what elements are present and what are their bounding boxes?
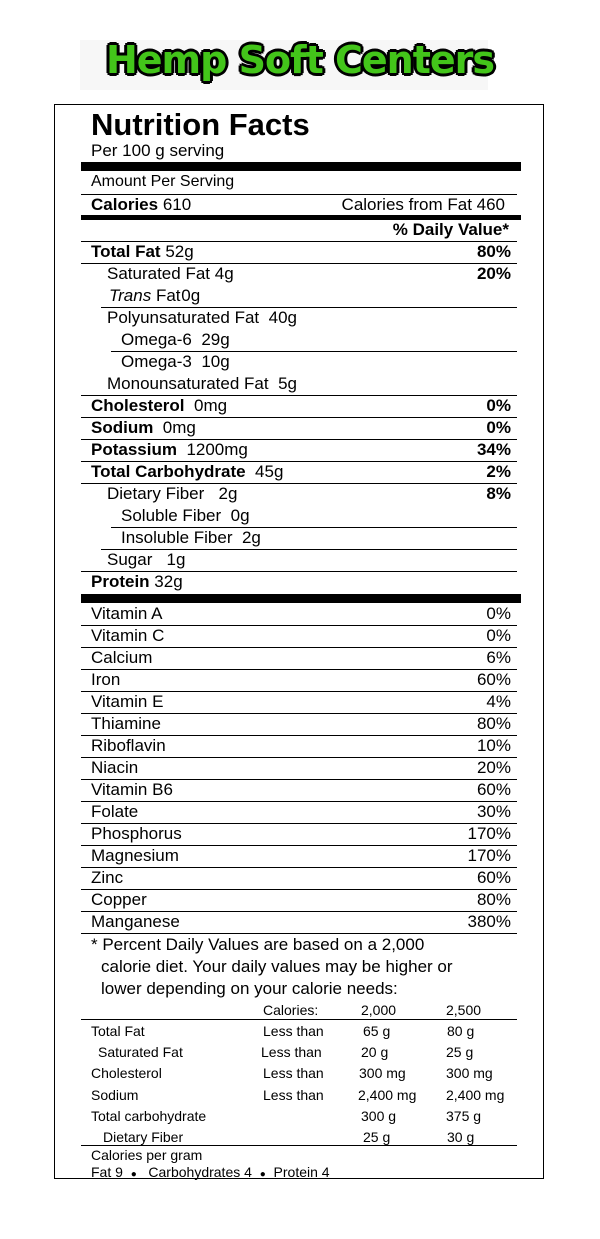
footnote-line-3: lower depending on your calorie needs:: [101, 979, 398, 998]
vitamin-row-riboflavin: Riboflavin 10%: [91, 736, 511, 755]
bullet-icon: ●: [130, 1169, 137, 1180]
thick-divider: [81, 594, 521, 603]
table-cell: Less than: [263, 1087, 324, 1103]
nutrient-row-monounsaturated-fat: Monounsaturated Fat 5g: [107, 374, 297, 393]
divider: [81, 1019, 517, 1020]
table-cell: 300 mg: [446, 1065, 493, 1081]
nutrition-label: [54, 104, 544, 1179]
table-cell: Less than: [261, 1044, 322, 1060]
nutrient-row-total-carbohydrate: Total Carbohydrate 45g 2%: [91, 462, 511, 481]
calories-per-gram-values: Fat 9 ● Carbohydrates 4 ● Protein 4: [91, 1164, 330, 1180]
table-cell: Cholesterol: [91, 1065, 162, 1081]
nutrient-row-insoluble-fiber: Insoluble Fiber 2g: [121, 528, 261, 547]
vitamin-row-phosphorus: Phosphorus 170%: [91, 824, 511, 843]
vitamin-row-vitamin-e: Vitamin E 4%: [91, 692, 511, 711]
divider: [81, 1145, 517, 1146]
table-header-calories: Calories:: [263, 1002, 319, 1018]
table-cell: 65 g: [363, 1023, 391, 1039]
calories-per-gram-label: Calories per gram: [91, 1147, 203, 1163]
serving-size: Per 100 g serving: [91, 141, 225, 160]
table-cell: 300 mg: [359, 1065, 406, 1081]
table-cell: Less than: [263, 1065, 324, 1081]
nutrient-row-polyunsaturated-fat: Polyunsaturated Fat 40g: [107, 308, 297, 327]
table-cell: 25 g: [446, 1044, 474, 1060]
table-header-2500: 2,500: [446, 1002, 482, 1018]
vitamin-row-manganese: Manganese 380%: [91, 912, 511, 931]
nutrient-row-omega-3: Omega-3 10g: [121, 352, 230, 371]
vitamin-row-thiamine: Thiamine 80%: [91, 714, 511, 733]
vitamin-row-zinc: Zinc 60%: [91, 868, 511, 887]
vitamin-row-vitamin-c: Vitamin C 0%: [91, 626, 511, 645]
table-cell: 2,400 mg: [446, 1087, 505, 1103]
table-cell: 300 g: [361, 1108, 397, 1124]
table-cell: 30 g: [447, 1129, 475, 1145]
table-cell: 25 g: [363, 1129, 391, 1145]
table-cell: 80 g: [447, 1023, 475, 1039]
vitamin-row-folate: Folate 30%: [91, 802, 511, 821]
vitamin-row-magnesium: Magnesium 170%: [91, 846, 511, 865]
nutrient-row-saturated-fat: Saturated Fat 4g 20%: [107, 264, 511, 283]
nutrient-row-potassium: Potassium 1200mg 34%: [91, 440, 511, 459]
nutrient-row-protein: Protein 32g: [91, 572, 183, 591]
bullet-icon: ●: [259, 1169, 266, 1180]
table-cell: Dietary Fiber: [103, 1129, 184, 1145]
amount-per-serving-row: Amount Per Serving: [91, 173, 235, 190]
table-cell: Less than: [263, 1023, 324, 1039]
table-header-2000: 2,000: [361, 1002, 397, 1018]
table-cell: 20 g: [361, 1044, 389, 1060]
vitamin-row-vitamin-b6: Vitamin B6 60%: [91, 780, 511, 799]
daily-value-header: % Daily Value*: [392, 220, 509, 239]
calories-row: Calories 610 Calories from Fat 460: [91, 195, 505, 214]
vitamin-row-iron: Iron 60%: [91, 670, 511, 689]
table-cell: Total Fat: [91, 1023, 145, 1039]
vitamin-row-calcium: Calcium 6%: [91, 648, 511, 667]
footnote-line-1: * Percent Daily Values are based on a 2,000: [91, 935, 425, 954]
nutrient-row-cholesterol: Cholesterol 0mg 0%: [91, 396, 511, 415]
nutrient-row-sodium: Sodium 0mg 0%: [91, 418, 511, 437]
table-cell: Sodium: [91, 1087, 139, 1103]
footnote-line-2: calorie diet. Your daily values may be higher or: [101, 957, 453, 976]
thick-divider: [81, 162, 521, 171]
vitamin-row-vitamin-a: Vitamin A 0%: [91, 604, 511, 623]
nutrient-row-dietary-fiber: Dietary Fiber 2g 8%: [107, 484, 511, 503]
label-title: Nutrition Facts: [91, 107, 310, 142]
vitamin-row-copper: Copper 80%: [91, 890, 511, 909]
nutrient-row-sugar: Sugar 1g: [107, 550, 186, 569]
table-cell: 375 g: [446, 1108, 482, 1124]
nutrient-row-omega-6: Omega-6 29g: [121, 330, 230, 349]
nutrient-row-total-fat: Total Fat 52g 80%: [91, 242, 511, 261]
table-cell: 2,400 mg: [358, 1087, 417, 1103]
nutrient-row-trans-fat: Trans Fat 0g: [109, 286, 201, 305]
vitamin-row-niacin: Niacin 20%: [91, 758, 511, 777]
nutrient-row-soluble-fiber: Soluble Fiber 0g: [121, 506, 250, 525]
table-cell: Total carbohydrate: [91, 1108, 207, 1124]
product-title: Hemp Soft Centers: [105, 38, 494, 82]
table-cell: Saturated Fat: [98, 1044, 183, 1060]
